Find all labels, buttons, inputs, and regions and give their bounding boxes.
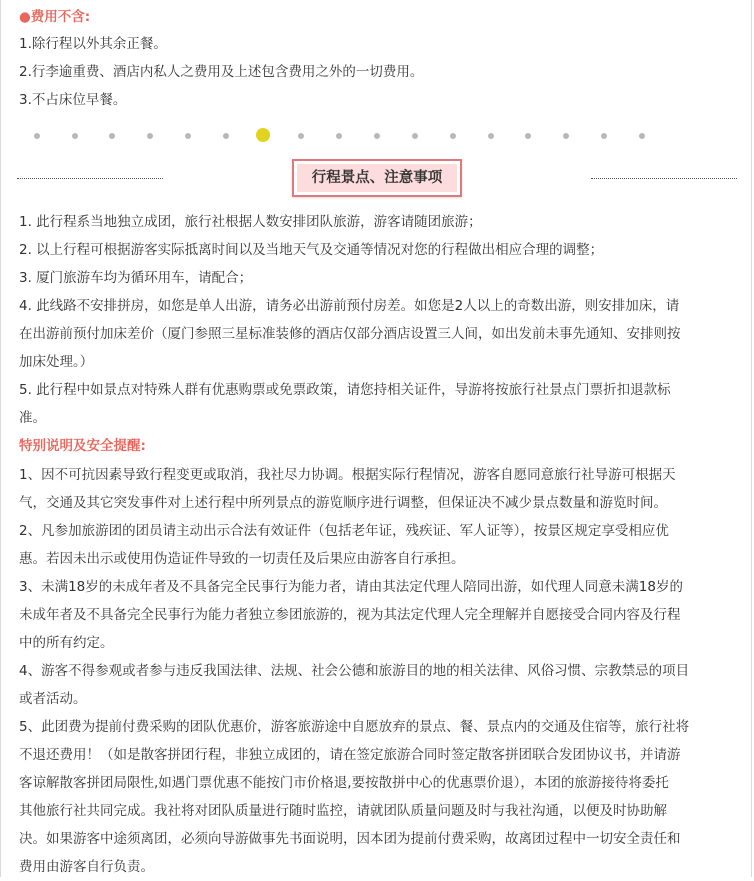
list-item: 3.不占床位早餐。 xyxy=(19,92,127,108)
notes-list xyxy=(19,208,737,432)
section-title-box xyxy=(292,159,462,197)
section-divider-left xyxy=(17,178,163,179)
fee-exclusions-heading: ●费用不含: xyxy=(19,9,91,25)
carousel-dot[interactable] xyxy=(185,133,191,139)
carousel-dot[interactable] xyxy=(450,133,456,139)
carousel-dot[interactable] xyxy=(336,133,342,139)
list-item: 5、此团费为提前付费采购的团队优惠价，游客旅游途中自愿放弃的景点、餐、景点内的交通及住宿等，旅行社将 xyxy=(19,719,690,735)
carousel-dot[interactable] xyxy=(223,133,229,139)
carousel-dot-active[interactable] xyxy=(256,128,270,142)
list-item: 3、未满18岁的未成年者及不具备完全民事行为能力者，请由其法定代理人陪同出游，如代理人同意未满18岁的 xyxy=(19,579,683,595)
list-item: 其他旅行社共同完成。我社将对团队质量进行随时监控，请就团队质量问题及时与我社沟通，以便及时协助解 xyxy=(19,803,667,819)
special-notes-heading: 特别说明及安全提醒: xyxy=(19,438,146,454)
list-item: 中的所有约定。 xyxy=(19,635,114,651)
list-item: 或者活动。 xyxy=(19,691,87,707)
list-item: 气，交通及其它突发事件对上述行程中所列景点的游览顺序进行调整，但保证决不减少景点数量和游览时间。 xyxy=(19,495,667,511)
carousel-dot[interactable] xyxy=(298,133,304,139)
carousel-dot[interactable] xyxy=(374,133,380,139)
list-item: 惠。若因未出示或使用伪造证件导致的一切责任及后果应由游客自行承担。 xyxy=(19,551,465,567)
list-item: 5. 此行程中如景点对特殊人群有优惠购票或免票政策，请您持相关证件，导游将按旅行社景点门票折扣退款标 xyxy=(19,382,671,398)
list-item: 未成年者及不具备完全民事行为能力者独立参团旅游的，视为其法定代理人完全理解并自愿接受合同内容及行程 xyxy=(19,607,681,623)
section-divider-right xyxy=(591,178,737,179)
list-item: 费用由游客自行负责。 xyxy=(19,859,154,875)
list-item: 1、因不可抗因素导致行程变更或取消，我社尽力协调。根据实际行程情况，游客自愿同意旅行社导游可根据天 xyxy=(19,467,676,483)
list-item: 决。如果游客中途须离团，必须向导游做事先书面说明，因本团为提前付费采购，故离团过程中一切安全责任和 xyxy=(19,831,681,847)
carousel-dot[interactable] xyxy=(34,133,40,139)
carousel-dot[interactable] xyxy=(109,133,115,139)
list-item: 1. 此行程系当地独立成团，旅行社根据人数安排团队旅游，游客请随团旅游； xyxy=(19,214,482,230)
carousel-dot[interactable] xyxy=(412,133,418,139)
list-item: 4. 此线路不安排拼房，如您是单人出游，请务必出游前预付房差。如您是2人以上的奇数出游，则安排加床，请 xyxy=(19,298,680,314)
list-item: 3. 厦门旅游车均为循环用车，请配合； xyxy=(19,270,253,286)
list-item: 准。 xyxy=(19,410,46,426)
carousel-dot[interactable] xyxy=(525,133,531,139)
carousel-dot[interactable] xyxy=(488,133,494,139)
list-item: 加床处理。） xyxy=(19,354,94,370)
section-title: 行程景点、注意事项 xyxy=(297,164,457,192)
list-item: 1.除行程以外其余正餐。 xyxy=(19,36,167,52)
special-notes-list xyxy=(19,461,737,881)
carousel-dot[interactable] xyxy=(639,133,645,139)
carousel-dot[interactable] xyxy=(563,133,569,139)
list-item: 在出游前预付加床差价（厦门参照三星标准装修的酒店仅部分酒店设置三人间，如出发前未事先通知、安排则按 xyxy=(19,326,681,342)
carousel-dots xyxy=(19,127,735,145)
list-item: 2.行李逾重费、酒店内私人之费用及上述包含费用之外的一切费用。 xyxy=(19,64,424,80)
carousel-dot[interactable] xyxy=(601,133,607,139)
list-item: 2. 以上行程可根据游客实际抵离时间以及当地天气及交通等情况对您的行程做出相应合理的调整； xyxy=(19,242,604,258)
list-item: 不退还费用！（如是散客拼团行程，非独立成团的，请在签定旅游合同时签定散客拼团联合发团协议书，并请游 xyxy=(19,747,681,763)
carousel-dot[interactable] xyxy=(147,133,153,139)
carousel-dot[interactable] xyxy=(72,133,78,139)
list-item: 客谅解散客拼团局限性,如遇门票优惠不能按门市价格退,要按散拼中心的优惠票价退），本团的旅游接待将委托 xyxy=(19,775,669,791)
fee-exclusions-list xyxy=(19,30,423,114)
list-item: 4、游客不得参观或者参与违反我国法律、法规、社会公德和旅游目的地的相关法律、风俗习惯、宗教禁忌的项目 xyxy=(19,663,690,679)
list-item: 2、凡参加旅游团的团员请主动出示合法有效证件（包括老年证，残疾证、军人证等），按景区规定享受相应优 xyxy=(19,523,669,539)
